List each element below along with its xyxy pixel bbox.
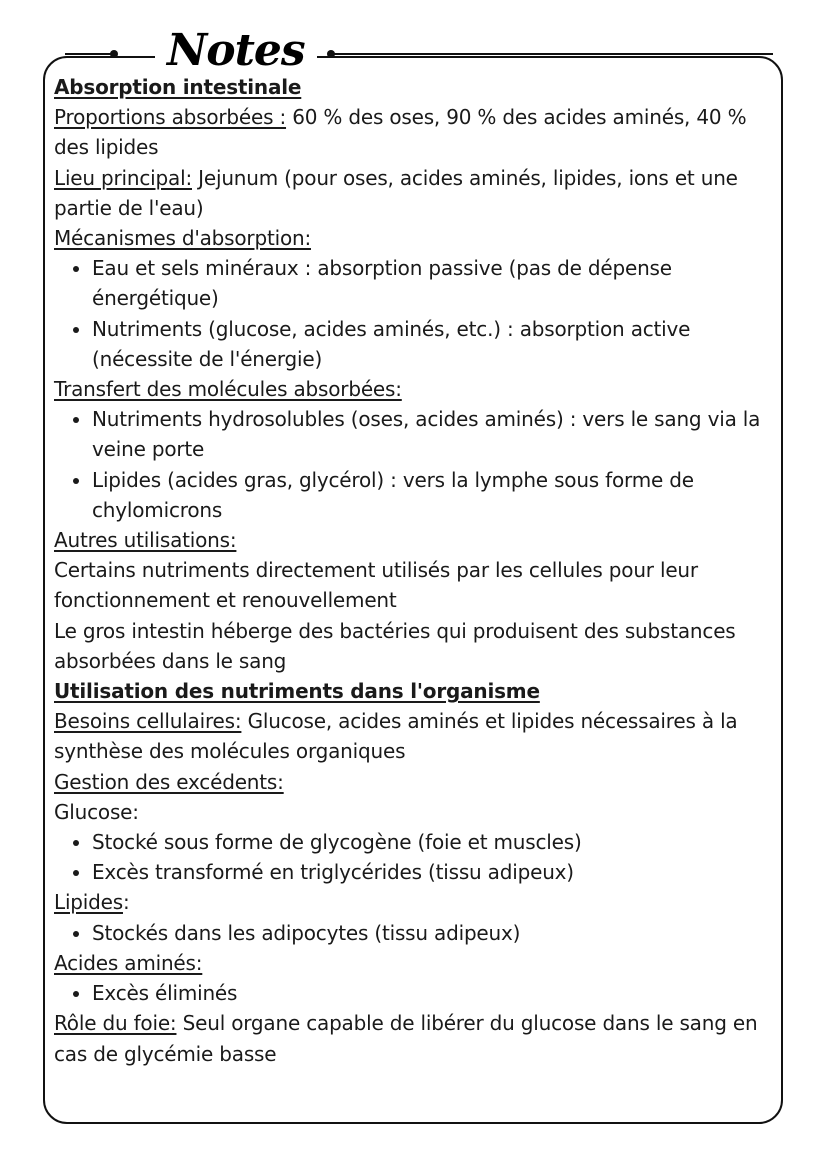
paragraph-foie	[54, 1008, 776, 1068]
list-item: • Eau et sels minéraux : absorption passive (pas de dépense énergétique)	[92, 253, 776, 313]
header-line-left	[65, 53, 115, 55]
section-heading-absorption: Absorption intestinale	[54, 75, 302, 99]
list-item: • Excès transformé en triglycérides (tissu adipeux)	[92, 857, 776, 887]
label-glucose: Glucose:	[54, 799, 139, 824]
list-acides-amines	[54, 978, 776, 1008]
section-heading-utilisation: Utilisation des nutriments dans l'organisme	[54, 679, 540, 704]
list-glucose	[54, 827, 776, 887]
label-autres: Autres utilisations:	[54, 528, 237, 553]
label-gestion: Gestion des excédents:	[54, 769, 284, 794]
text-besoins: Glucose, acides aminés et lipides nécessaires à la synthèse des molécules organiques	[54, 709, 738, 764]
list-item: • Nutriments hydrosolubles (oses, acides aminés) : vers le sang via la veine porte	[92, 404, 776, 464]
list-item: • Nutriments (glucose, acides aminés, etc.) : absorption active (nécessite de l'énergie)	[92, 314, 776, 374]
paragraph-autres-1: Certains nutriments directement utilisés par les cellules pour leur fonctionnement et renouvellement	[54, 558, 698, 613]
text-foie: Seul organe capable de libérer du glucose dans le sang en cas de glycémie basse	[54, 1011, 758, 1066]
header-dot-right	[327, 50, 335, 58]
label-mecanismes: Mécanismes d'absorption:	[54, 226, 311, 251]
header-line-right	[333, 53, 773, 55]
header-dot-left	[110, 50, 118, 58]
list-transfert	[54, 404, 776, 525]
list-mecanismes	[54, 253, 776, 374]
text-proportions: 60 % des oses, 90 % des acides aminés, 40 % des lipides	[54, 105, 747, 160]
list-item: • Excès éliminés	[92, 978, 776, 1008]
paragraph-lipides	[54, 887, 776, 917]
paragraph-autres-2: Le gros intestin héberge des bactéries qui produisent des substances absorbées dans le sang	[54, 618, 736, 673]
label-transfert: Transfert des molécules absorbées:	[54, 377, 402, 402]
text-lieu: Jejunum (pour oses, acides aminés, lipides, ions et une partie de l'eau)	[54, 165, 738, 220]
label-lieu: Lieu principal:	[54, 165, 192, 190]
label-acides-amines: Acides aminés:	[54, 950, 203, 975]
label-foie: Rôle du foie:	[54, 1011, 177, 1036]
label-besoins: Besoins cellulaires:	[54, 709, 242, 734]
label-lipides: Lipides	[54, 890, 123, 915]
lipides-colon: :	[122, 890, 130, 915]
label-proportions: Proportions absorbées :	[54, 105, 287, 130]
list-item: • Lipides (acides gras, glycérol) : vers la lymphe sous forme de chylomicrons	[92, 465, 776, 525]
list-item: • Stockés dans les adipocytes (tissu adipeux)	[92, 918, 776, 948]
list-item: • Stocké sous forme de glycogène (foie et muscles)	[92, 827, 776, 857]
paragraph-proportions	[54, 102, 776, 162]
list-lipides	[54, 918, 776, 948]
paragraph-lieu	[54, 163, 776, 223]
paragraph-besoins	[54, 706, 776, 766]
notes-content	[54, 72, 776, 1069]
page-title: Notes	[155, 26, 317, 76]
